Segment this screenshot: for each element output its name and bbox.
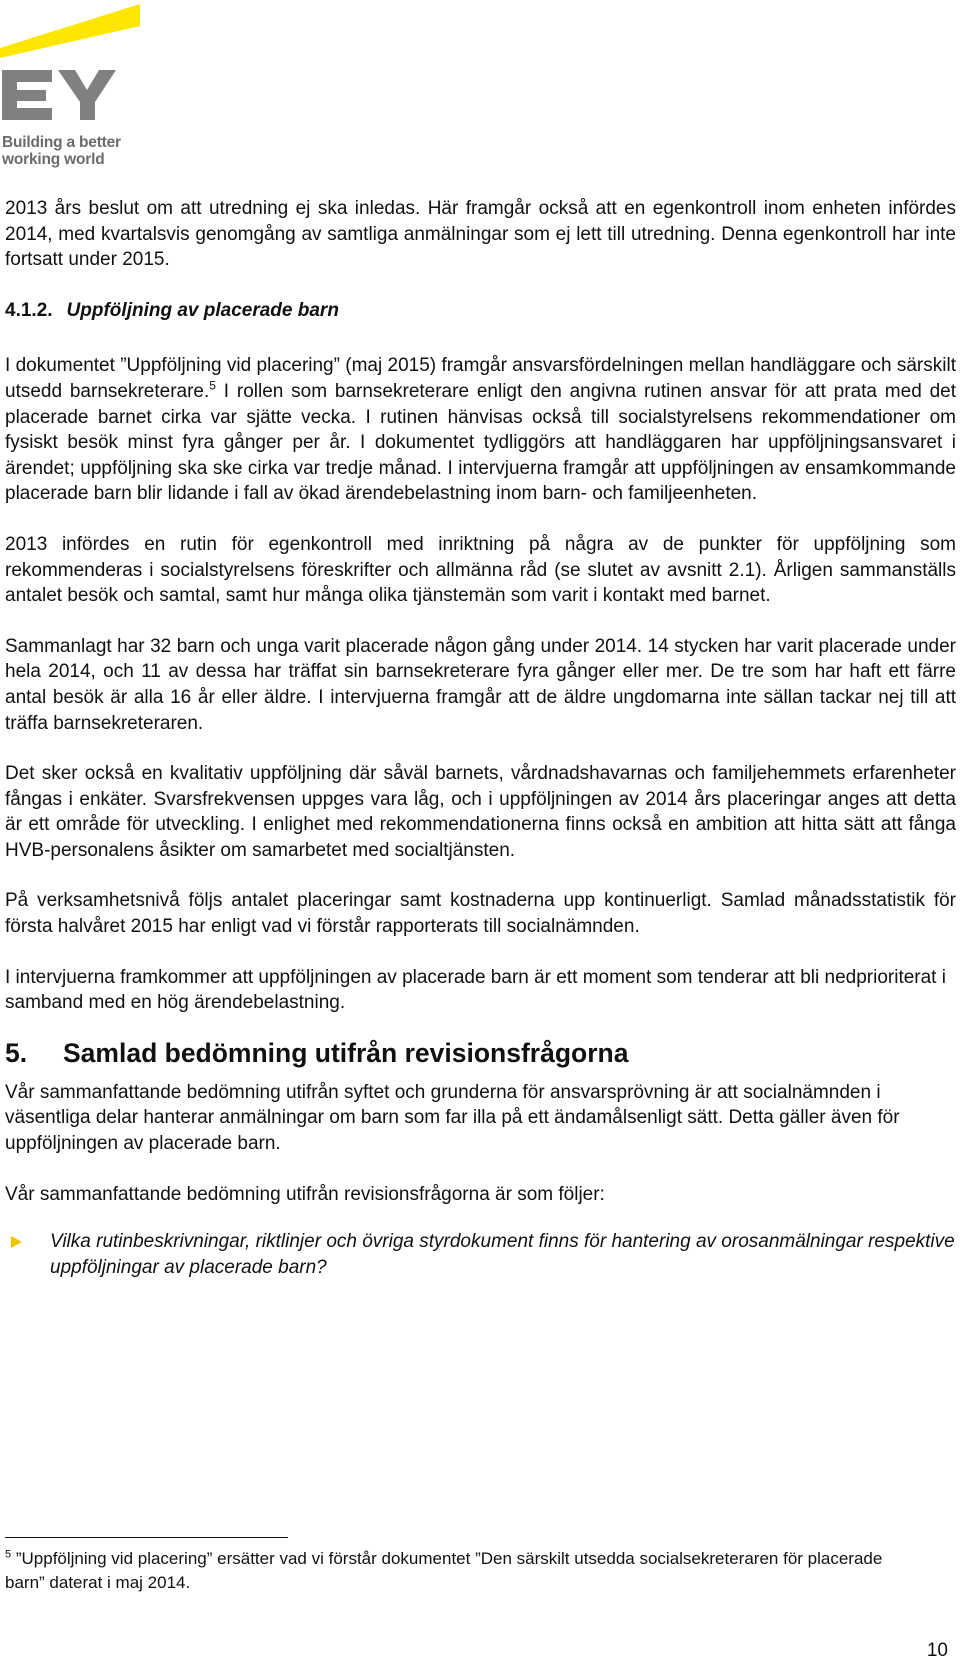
paragraph-7: Vår sammanfattande bedömning utifrån syftet och grunderna för ansvarsprövning är att socialnämnden i väsentliga delar hanterar anmälningar om barn som far illa på ett ändamålsenligt sätt. Detta gäller även för uppföljningen av placerade barn. [5, 1081, 900, 1155]
bullet-item-1 [5, 1229, 956, 1280]
ey-logo-mark [0, 0, 160, 130]
paragraph-1-text-b: I rollen som barnsekreterare enligt den angivna rutinen ansvar för att prata med det placerade barnet cirka var sjätte vecka. I rutinen hänvisas också till socialstyrelsens rekommendationer om fysiskt besök minst fyra gånger per år. I dokumentet tydliggörs att handläggaren har uppföljningsansvaret i ärendet; uppföljning ska ske cirka var tredje månad. I intervjuerna framgår att uppföljningen av ensamkommande placerade barn blir lidande i fall av ökad ärendebelastning inom barn- och familjeenheten. [5, 380, 956, 505]
ey-letters [2, 70, 116, 120]
ey-yellow-beam [0, 4, 140, 58]
section-number: 4.1.2. [5, 299, 53, 321]
section-title: Uppföljning av placerade barn [66, 299, 339, 321]
paragraph-1 [5, 353, 956, 507]
paragraph-5: På verksamhetsnivå följs antalet placeringar samt kostnaderna upp kontinuerligt. Samlad månadsstatistik för första halvåret 2015 har enligt vad vi förstår rapporterats till socialnämnden. [5, 890, 956, 938]
bullet-text: Vilka rutinbeskrivningar, riktlinjer och övriga styrdokument finns för hantering av orosanmälningar respektive uppföljningar av placerade barn? [50, 1231, 955, 1278]
main-section-number: 5. [5, 1037, 28, 1068]
ey-tagline [2, 134, 152, 168]
footnote [5, 1547, 905, 1595]
paragraph-4: Det sker också en kvalitativ uppföljning där såväl barnets, vårdnadshavarnas och familjehemmets erfarenheter fångas i enkäter. Svarsfrekvensen uppges vara låg, och i uppföljningen av 2014 års placeringar anges att detta är ett område för utveckling. I enlighet med rekommendationerna finns också en ambition att hitta sätt att fånga HVB-personalens åsikter om samarbetet med socialtjänsten. [5, 763, 956, 861]
document-body [5, 196, 956, 1280]
footnote-text: ”Uppföljning vid placering” ersätter vad vi förstår dokumentet ”Den särskilt utsedda socialsekreteraren för placerade barn” daterat i maj 2014. [5, 1549, 883, 1592]
section-heading-4-1-2 [5, 298, 956, 324]
section-heading-5 [5, 1038, 956, 1068]
footnote-divider [5, 1537, 288, 1538]
tagline-line-1: Building a better [2, 134, 121, 151]
main-section-title: Samlad bedömning utifrån revisionsfrågorna [63, 1037, 629, 1068]
paragraph-8: Vår sammanfattande bedömning utifrån revisionsfrågorna är som följer: [5, 1183, 605, 1205]
ey-logo [0, 0, 160, 175]
footnote-number: 5 [5, 1548, 12, 1561]
tagline-line-2: working world [2, 151, 105, 168]
page-number: 10 [926, 1640, 948, 1661]
paragraph-6: I intervjuerna framkommer att uppföljningen av placerade barn är ett moment som tenderar att bli nedprioriterat i samband med en hög ärendebelastning. [5, 966, 946, 1014]
footnote-ref[interactable]: 5 [209, 378, 216, 393]
paragraph-3: Sammanlagt har 32 barn och unga varit placerade någon gång under 2014. 14 stycken har varit placerade under hela 2014, och 11 av dessa har träffat sin barnsekreterare fyra gånger eller mer. De tre som har haft ett färre antal besök är alla 16 år eller äldre. I intervjuerna framgår att de äldre ungdomarna inte sällan tackar nej till att träffa barnsekreteraren. [5, 635, 956, 734]
paragraph-intro: 2013 års beslut om att utredning ej ska inledas. Här framgår också att en egenkontroll inom enheten infördes 2014, med kvartalsvis genomgång av samtliga anmälningar som ej lett till utredning. Denna egenkontroll har inte fortsatt under 2015. [5, 198, 956, 271]
bullet-arrow-icon [11, 1236, 22, 1248]
paragraph-1-text-a: I dokumentet ”Uppföljning vid placering” (maj 2015) framgår ansvarsfördelningen mellan handläggare och särskilt utsedd barnsekreterare. [5, 355, 956, 402]
paragraph-2: 2013 infördes en rutin för egenkontroll med inriktning på några av de punkter för uppföljning som rekommenderas i socialstyrelsens föreskrifter och allmänna råd (se slutet av avsnitt 2.1). Årligen sammanställs antalet besök och samtal, samt hur många olika tjänstemän som varit i kontakt med barnet. [5, 533, 956, 607]
